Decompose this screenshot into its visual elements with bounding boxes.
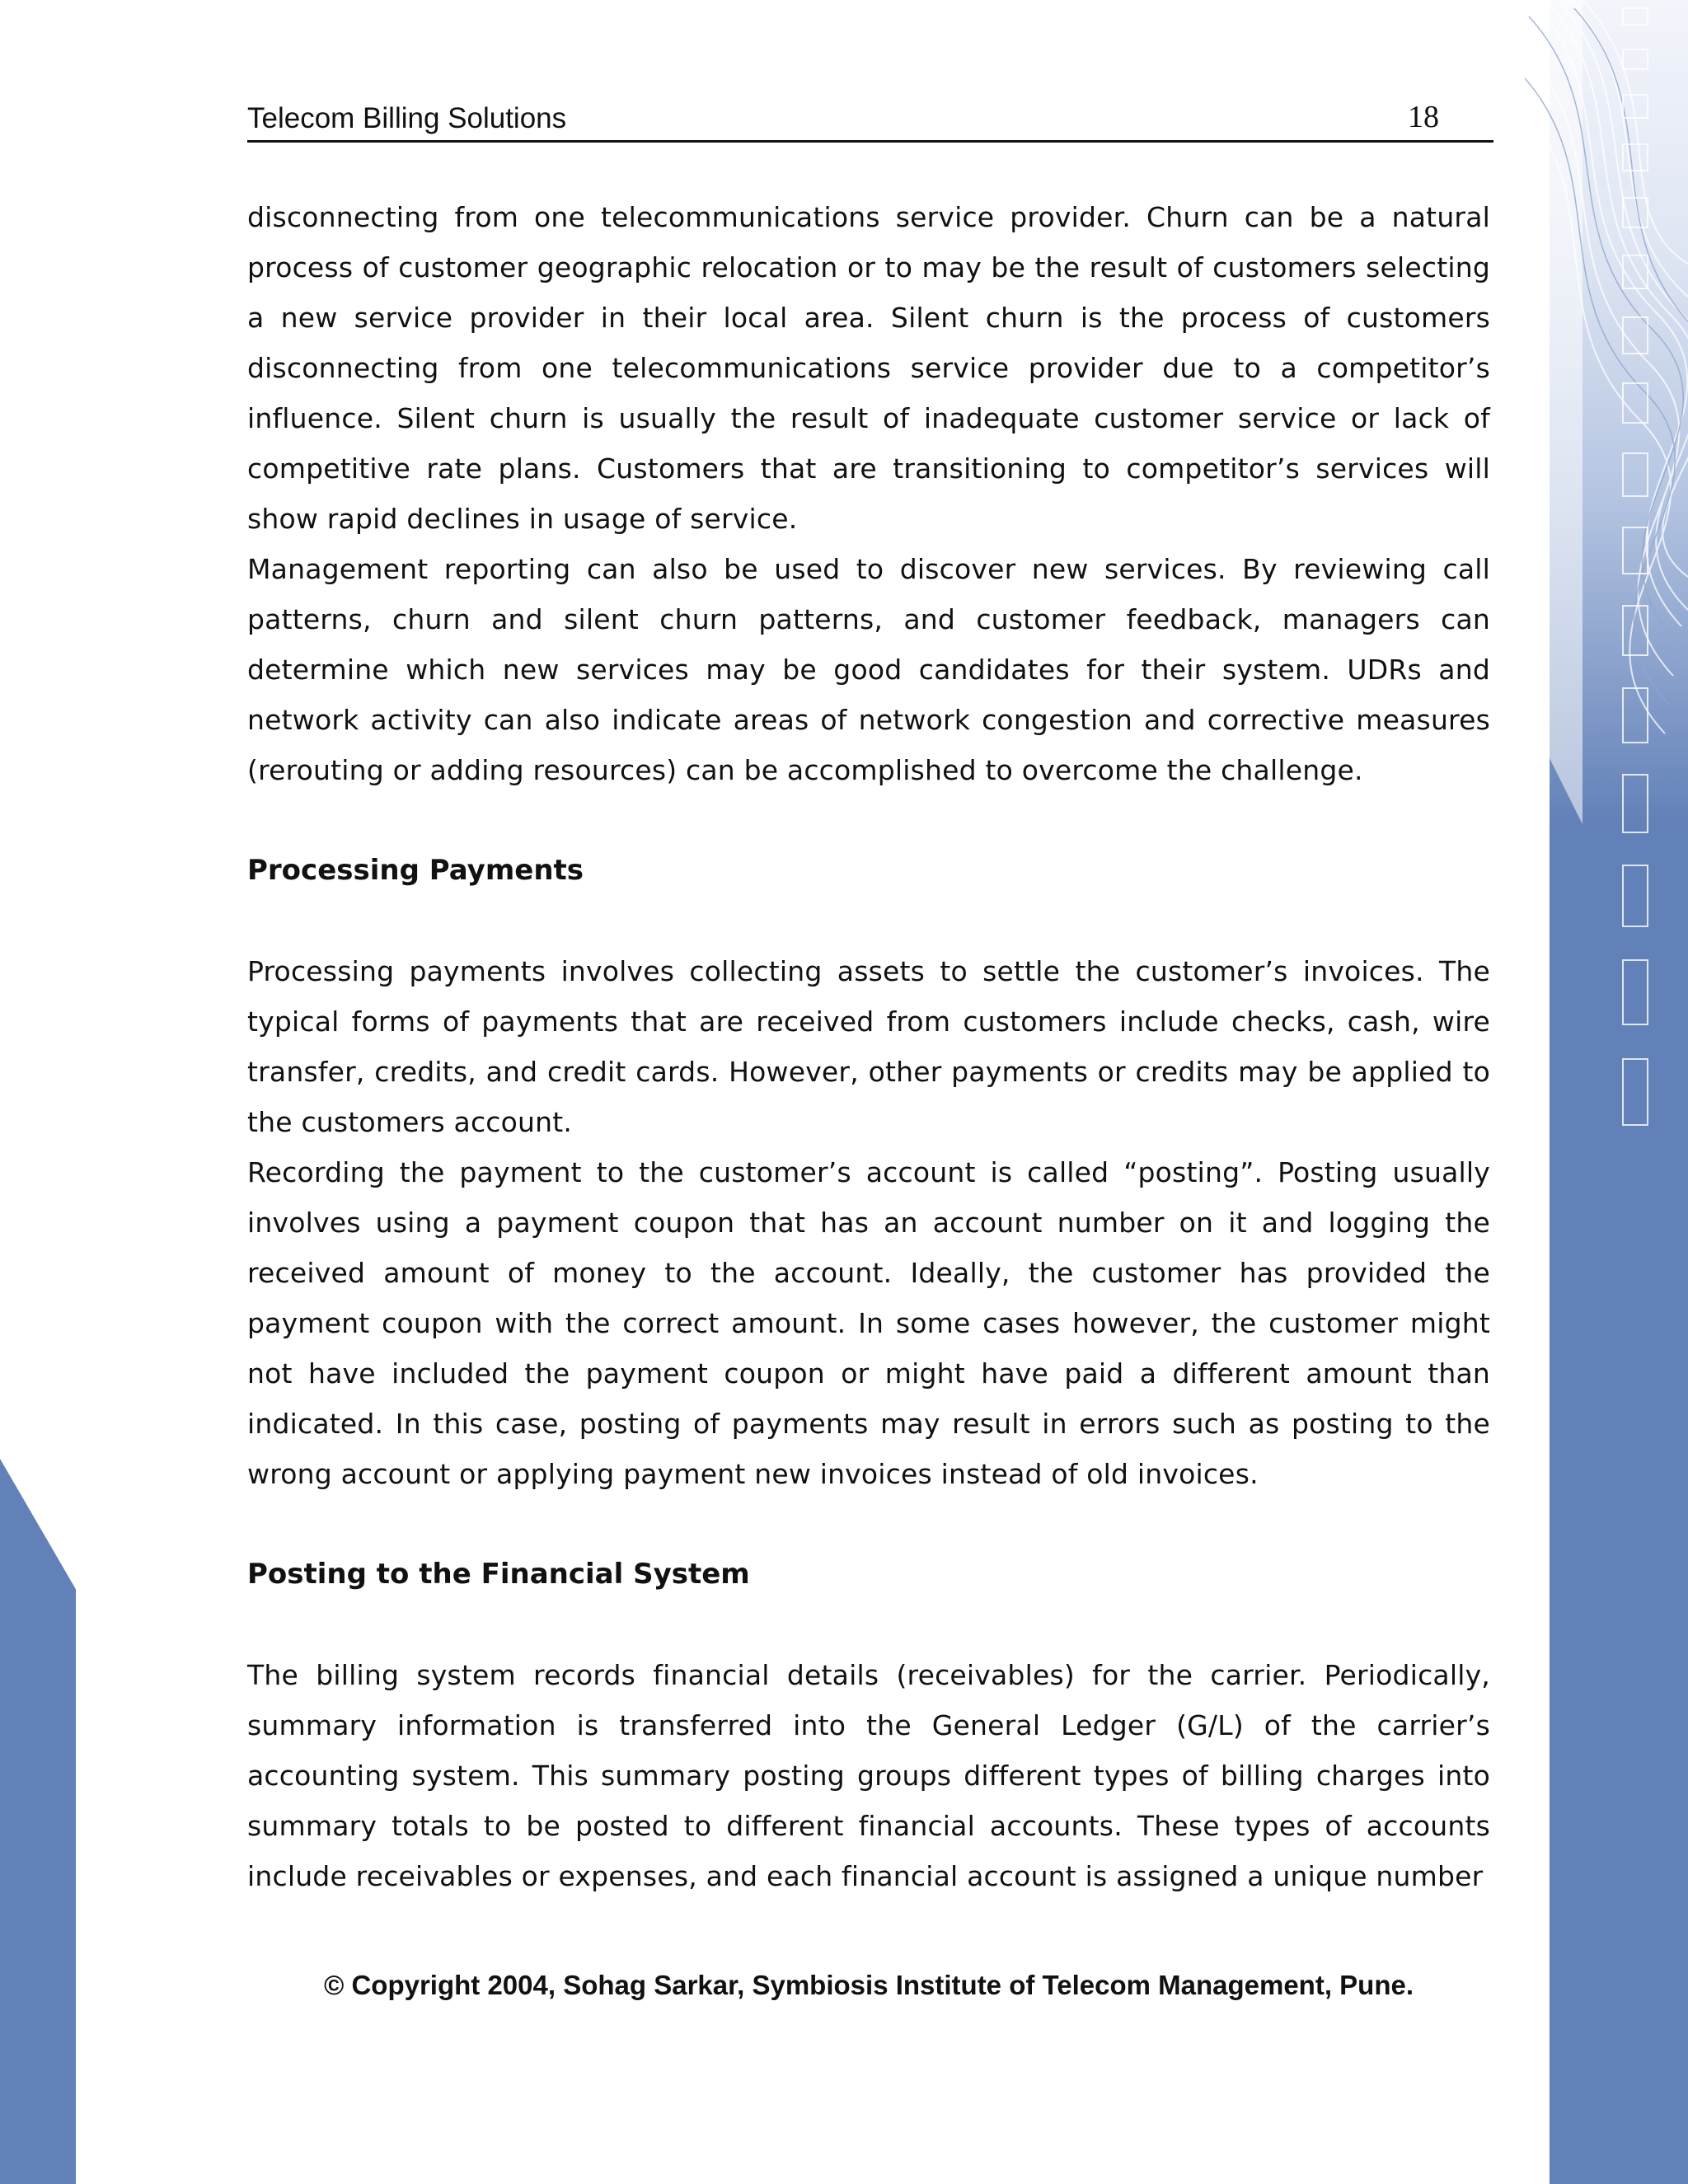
spacer <box>247 1499 1490 1549</box>
paragraph-posting: Recording the payment to the customer’s account is called “posting”. Posting usually involves using a payment coupon that has an account number on it and logging the received amount of money to the account. Ideally, the customer has provided the payment coupon with the correct amount. In some cases however, the customer might not have included the payment coupon or might have paid a different amount than indicated. In this case, posting of payments may result in errors such as posting to the wrong account or applying payment new invoices instead of old invoices. <box>247 1156 1490 1490</box>
paragraph-financial-system: The billing system records financial details (receivables) for the carrier. Periodically, summary information is transferred into the General Ledger (G/L) of the carrier’s accounting system. This summary posting groups different types of billing charges into summary totals to be posted to different financial accounts. These types of accounts include receivables or expenses, and each financial account is assigned a unique number <box>247 1659 1490 1892</box>
wave-pattern-graphic <box>1525 0 1688 742</box>
spacer <box>247 896 1490 946</box>
copyright-footer: © Copyright 2004, Sohag Sarkar, Symbiosis Institute of Telecom Management, Pune. <box>323 1970 1414 2000</box>
spacer <box>247 795 1490 846</box>
spacer <box>247 1600 1490 1650</box>
section-heading-financial-system: Posting to the Financial System <box>247 1558 750 1591</box>
running-header <box>247 97 1493 143</box>
left-decorative-band <box>0 1459 76 2184</box>
page-body <box>247 192 1490 1901</box>
paragraph-processing-payments: Processing payments involves collecting assets to settle the customer’s invoices. The typical forms of payments that are received from customers include checks, cash, wire transfer, credits, and credit cards. However, other payments or credits may be applied to the customers account. <box>247 955 1490 1138</box>
paragraph-management-reporting: Management reporting can also be used to discover new services. By reviewing call patterns, churn and silent churn patterns, and customer feedback, managers can determine which new services may be good candidates for their system. UDRs and network activity can also indicate areas of network congestion and corrective measures (rerouting or adding resources) can be accomplished to overcome the challenge. <box>247 553 1490 786</box>
box-column-graphic <box>1620 0 1653 1170</box>
paragraph-churn: disconnecting from one telecommunications service provider. Churn can be a natural process of customer geographic relocation or to may be the result of customers selecting a new service provider in their local area. Silent churn is the process of customers disconnecting from one telecommunications service provider due to a competitor’s influence. Silent churn is usually the result of inadequate customer service or lack of competitive rate plans. Customers that are transitioning to competitor’s services will show rapid declines in usage of service. <box>247 201 1490 535</box>
section-heading-processing-payments: Processing Payments <box>247 854 584 887</box>
document-title: Telecom Billing Solutions <box>247 102 567 134</box>
page-number: 18 <box>1408 100 1439 134</box>
